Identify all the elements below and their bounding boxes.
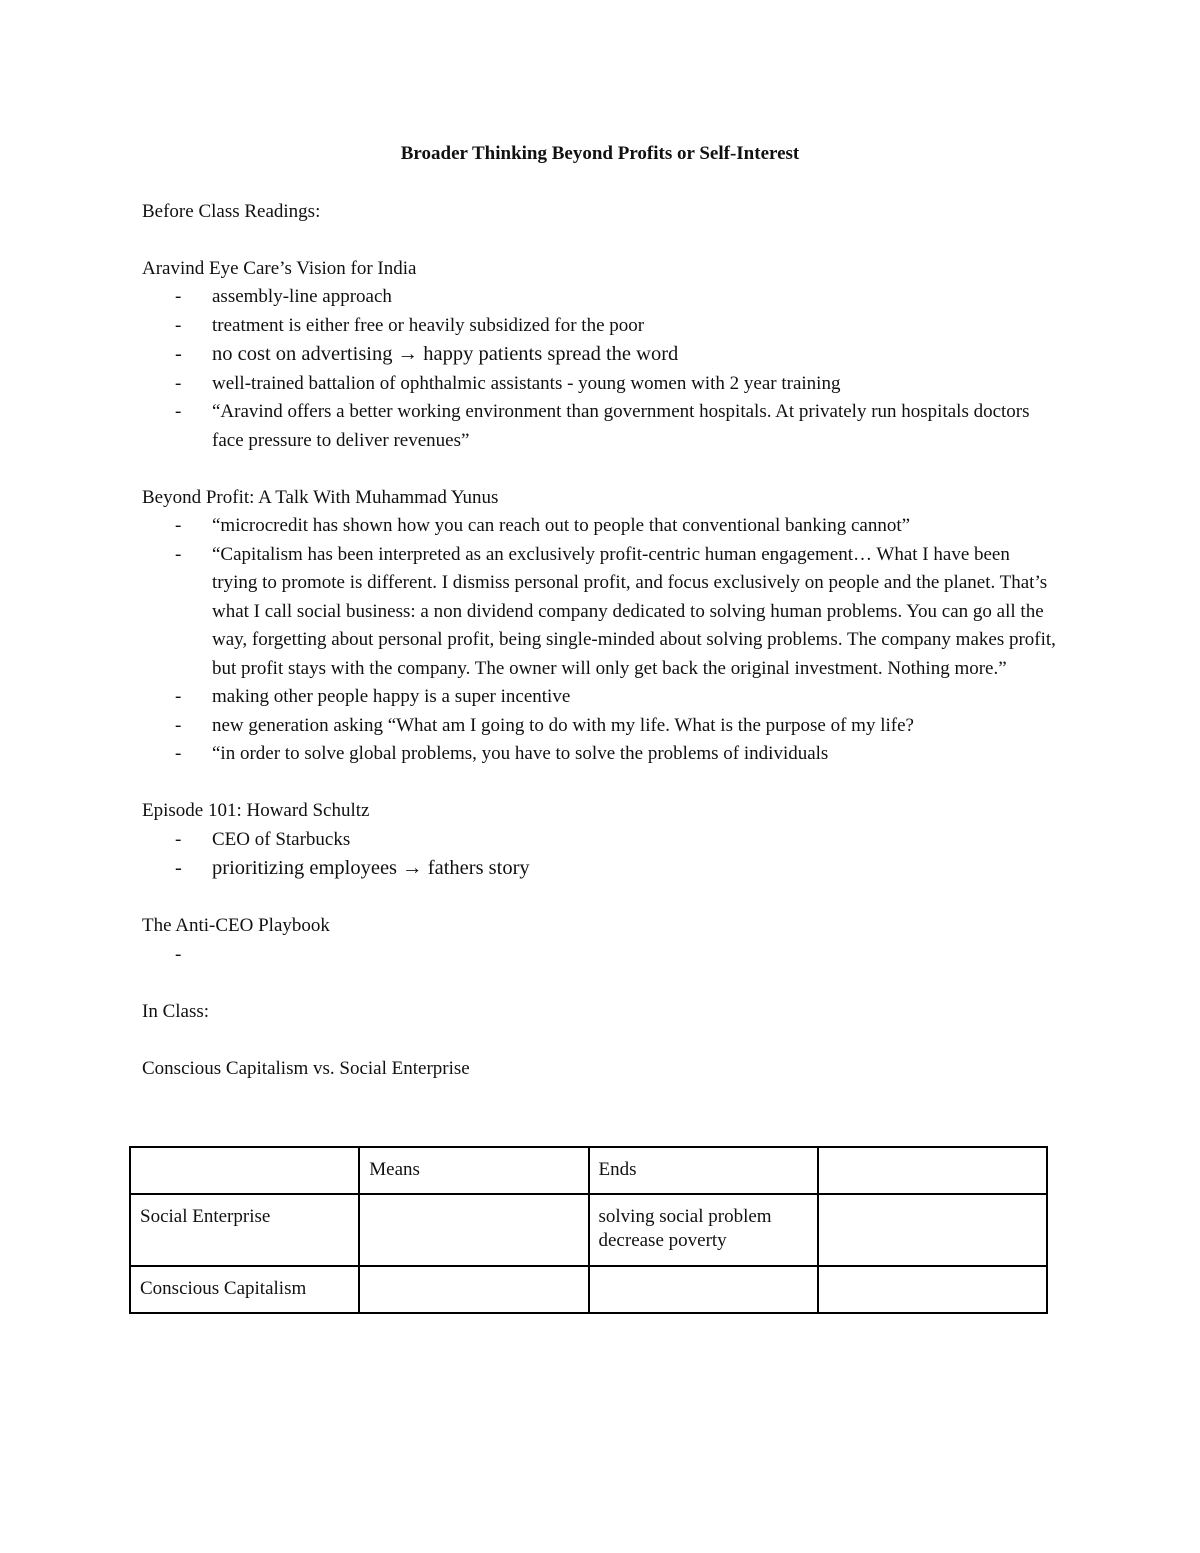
section-heading-aravind: Aravind Eye Care’s Vision for India <box>142 257 417 279</box>
dash-bullet: - <box>175 314 182 336</box>
list-item: - treatment is either free or heavily subsidized for the poor <box>142 312 1058 341</box>
list-item: - CEO of Starbucks <box>142 826 1058 855</box>
yunus-list <box>142 512 1058 769</box>
dash-bullet: - <box>175 943 182 965</box>
dash-bullet: - <box>175 743 182 764</box>
list-item: - prioritizing employees → fathers story <box>142 854 1058 884</box>
comparison-heading: Conscious Capitalism vs. Social Enterprise <box>142 1057 470 1079</box>
dash-bullet: - <box>175 515 182 536</box>
list-item: - “Aravind offers a better working environment than government hospitals. At privately run hospitals doctors face pressure to deliver revenues” <box>142 398 1058 455</box>
list-item: - “microcredit has shown how you can reach out to people that conventional banking cannot” <box>142 512 1058 541</box>
row-label-social-enterprise: Social Enterprise <box>130 1194 359 1266</box>
dash-bullet: - <box>175 401 182 422</box>
dash-bullet: - <box>175 286 182 307</box>
document-title: Broader Thinking Beyond Profits or Self-Interest <box>400 143 800 164</box>
table-cell <box>818 1194 1047 1266</box>
table-row <box>130 1194 1047 1266</box>
cell-line: solving social problem <box>598 1206 772 1227</box>
list-item: - well-trained battalion of ophthalmic assistants - young women with 2 year training <box>142 370 1058 399</box>
before-class-label: Before Class Readings: <box>142 200 321 222</box>
comparison-table <box>129 1146 1048 1314</box>
list-item: - new generation asking “What am I going to do with my life. What is the purpose of my life? <box>142 712 1058 741</box>
dash-bullet: - <box>175 372 182 394</box>
in-class-label: In Class: <box>142 1000 210 1022</box>
dash-bullet: - <box>175 686 182 707</box>
table-header-row <box>130 1147 1047 1194</box>
table-cell <box>818 1266 1047 1313</box>
dash-bullet: - <box>175 714 182 736</box>
schultz-list <box>142 826 1058 884</box>
aravind-list <box>142 283 1058 455</box>
section-heading-anti-ceo: The Anti-CEO Playbook <box>142 915 330 936</box>
dash-bullet: - <box>175 828 182 850</box>
document-page <box>142 140 1058 1083</box>
table-cell <box>359 1194 588 1266</box>
list-item: - making other people happy is a super incentive <box>142 683 1058 712</box>
cell-line: decrease poverty <box>598 1230 727 1251</box>
table-cell-ends <box>589 1194 818 1266</box>
table-header-ends: Ends <box>589 1147 818 1194</box>
list-item: - assembly-line approach <box>142 283 1058 312</box>
section-heading-schultz: Episode 101: Howard Schultz <box>142 800 370 821</box>
list-item <box>142 941 1058 970</box>
table-cell <box>359 1266 588 1313</box>
list-item: - no cost on advertising → happy patients spread the word <box>142 340 1058 370</box>
list-item: - “Capitalism has been interpreted as an exclusively profit-centric human engagement… What I have been trying to promote is different. I dismiss personal profit, and focus exclusively on people and the planet. That’s what I call social business: a non dividend company dedicated to solving human problems. You can go all the way, forgetting about personal profit, being single-minded about solving problems. The company makes profit, but profit stays with the company. The owner will only get back the original investment. Nothing more.” <box>142 541 1058 684</box>
dash-bullet: - <box>175 857 182 879</box>
table-header-means: Means <box>359 1147 588 1194</box>
table-cell <box>589 1266 818 1313</box>
dash-bullet: - <box>175 343 182 365</box>
table-cell <box>818 1147 1047 1194</box>
table-cell <box>130 1147 359 1194</box>
row-label-conscious-capitalism: Conscious Capitalism <box>130 1266 359 1313</box>
anti-ceo-list <box>142 941 1058 970</box>
table-row <box>130 1266 1047 1313</box>
section-heading-yunus: Beyond Profit: A Talk With Muhammad Yunus <box>142 486 499 508</box>
dash-bullet: - <box>175 543 182 565</box>
list-item: - “in order to solve global problems, you have to solve the problems of individuals <box>142 740 1058 769</box>
